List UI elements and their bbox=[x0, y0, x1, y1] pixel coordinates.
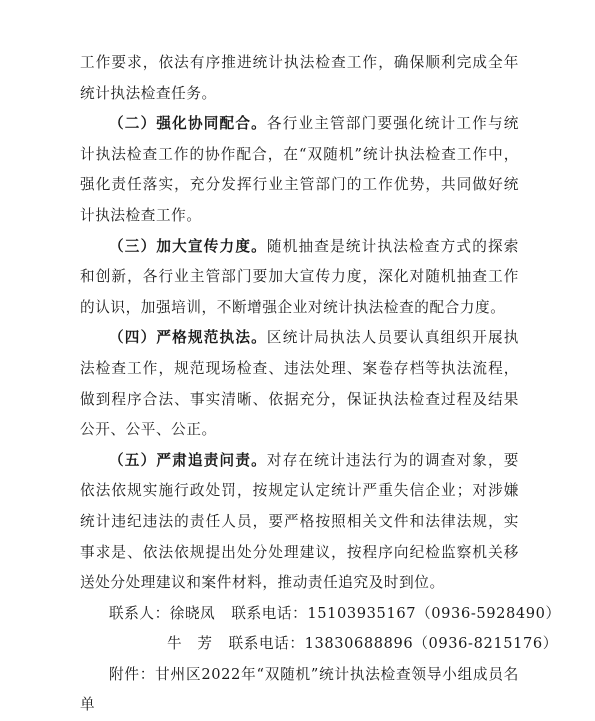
contact-phone: 15103935167（0936-5928490） bbox=[307, 604, 561, 622]
section-enforcement bbox=[80, 323, 519, 445]
attachment-label: 附件： bbox=[109, 665, 156, 683]
section-heading: （五）严肃追责问责。 bbox=[109, 451, 267, 469]
contact-name: 徐晓凤 bbox=[169, 604, 216, 622]
contact-phone: 13830688896（0936-8215176） bbox=[304, 635, 558, 653]
section-publicity bbox=[80, 232, 519, 324]
contact-label: 联系人： bbox=[109, 604, 170, 622]
contact-line-2 bbox=[80, 629, 558, 660]
phone-label: 联系电话： bbox=[228, 635, 305, 653]
intro-paragraph: 工作要求，依法有序推进统计执法检查工作，确保顺利完成全年统计执法检查任务。 bbox=[80, 54, 519, 102]
section-body: 对存在统计违法行为的调查对象，要依法依规实施行政处罚，按规定认定统计严重失信企业；对涉嫌统计违纪违法的责任人员，要严格按照相关文件和法律法规，实事求是、依法依规提出处分处理建议，按程序向纪检监察机关移送处分处理建议和案件材料，推动责任追究及时到位。 bbox=[80, 451, 519, 592]
section-heading: （二）强化协同配合。 bbox=[109, 115, 267, 133]
section-accountability bbox=[80, 446, 519, 599]
section-body: 各行业主管部门要强化统计工作与统计执法检查工作的协作配合，在“双随机”统计执法检查工作中，强化责任落实，充分发挥行业主管部门的工作优势，共同做好统计执法检查工作。 bbox=[80, 115, 519, 224]
attachment-line bbox=[80, 660, 519, 721]
phone-label: 联系电话： bbox=[231, 604, 308, 622]
section-heading: （三）加大宣传力度。 bbox=[109, 237, 267, 255]
contact-name: 牛 芳 bbox=[167, 635, 213, 653]
contact-line-1 bbox=[80, 599, 561, 630]
section-body: 随机抽查是统计执法检查方式的探索和创新，各行业主管部门要加大宣传力度，深化对随机抽查工作的认识，加强培训，不断增强企业对统计执法检查的配合力度。 bbox=[80, 237, 519, 316]
section-body: 区统计局执法人员要认真组织开展执法检查工作，规范现场检查、违法处理、案卷存档等执法流程，做到程序合法、事实清晰、依据充分，保证执法检查过程及结果公开、公平、公正。 bbox=[80, 329, 519, 439]
section-heading: （四）严格规范执法。 bbox=[109, 329, 267, 347]
attachment-text: 甘州区2022年“双随机”统计执法检查领导小组成员名单 bbox=[80, 665, 519, 714]
section-coordination bbox=[80, 109, 519, 231]
